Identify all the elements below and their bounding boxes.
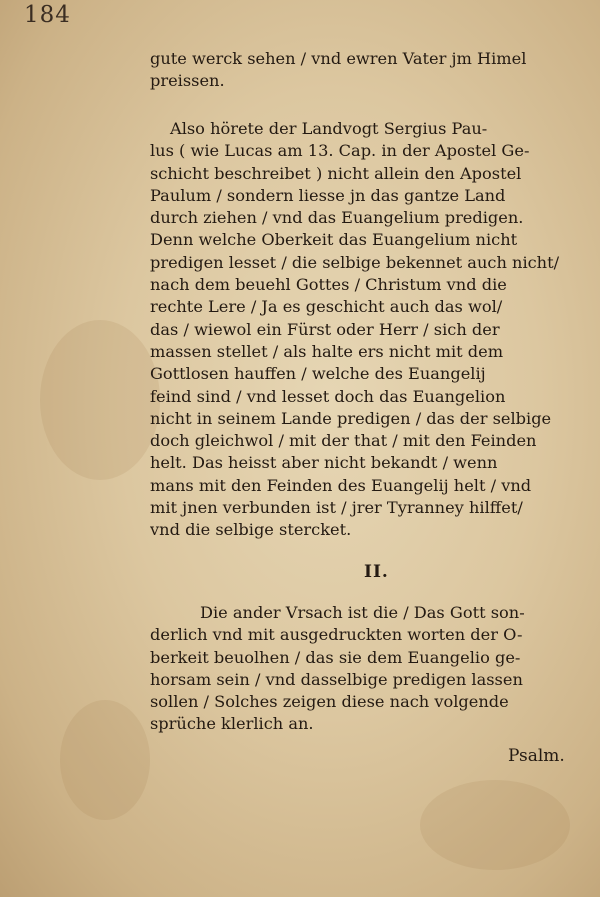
text-line: sprüche klerlich an.: [150, 714, 314, 734]
text-line: nach dem beuehl Gottes / Christum vnd die: [150, 275, 507, 295]
text-line: predigen lesset / die selbige bekennet auch nicht/: [150, 252, 560, 272]
text-line: schicht beschreibet ) nicht allein den Apostel: [150, 163, 522, 183]
text-line: gute werck sehen / vnd ewren Vater jm Himel: [150, 49, 527, 68]
page-number: 184: [24, 2, 71, 28]
text-line: durch ziehen / vnd das Euangelium predigen.: [150, 208, 524, 228]
catchword: Psalm.: [508, 746, 565, 766]
text-line: Die ander Vrsach ist die / Das Gott son-: [200, 603, 525, 622]
paragraph-sergius: [150, 118, 590, 542]
text-line: mit jnen verbunden ist / jrer Tyranney hilffet/: [150, 498, 523, 518]
text-line: Paulum / sondern liesse jn das gantze Land: [150, 185, 506, 205]
text-line: vnd die selbige stercket.: [150, 520, 352, 540]
text-line: feind sind / vnd lesset doch das Euangelion: [150, 386, 506, 406]
text-line: Gottlosen hauffen / welche des Euangelij: [150, 364, 486, 384]
text-line: mans mit den Feinden des Euangelij helt / vnd: [150, 475, 532, 495]
section-heading: II.: [364, 562, 389, 582]
text-line: massen stellet / als halte ers nicht mit dem: [150, 341, 504, 361]
text-line: Also hörete der Landvogt Sergius Pau-: [170, 119, 488, 138]
text-line: helt. Das heisst aber nicht bekandt / wenn: [150, 453, 498, 473]
text-line: derlich vnd mit ausgedruckten worten der O-: [150, 625, 523, 645]
paper-stain: [40, 320, 160, 480]
paper-stain: [420, 780, 570, 870]
text-line: doch gleichwol / mit der that / mit den Feinden: [150, 431, 537, 451]
text-line: horsam sein / vnd dasselbige predigen lassen: [150, 669, 523, 689]
paragraph-second-cause: [150, 602, 590, 736]
text-line: Denn welche Oberkeit das Euangelium nicht: [150, 230, 518, 250]
text-line: berkeit beuolhen / das sie dem Euangelio ge-: [150, 647, 521, 667]
text-line: sollen / Solches zeigen diese nach volgende: [150, 692, 509, 712]
paragraph-continuation: [150, 48, 590, 93]
text-line: lus ( wie Lucas am 13. Cap. in der Apostel Ge-: [150, 141, 530, 161]
text-line: das / wiewol ein Fürst oder Herr / sich der: [150, 319, 500, 339]
text-line: preissen.: [150, 71, 225, 91]
paper-stain: [60, 700, 150, 820]
text-line: nicht in seinem Lande predigen / das der selbige: [150, 408, 552, 428]
text-line: rechte Lere / Ja es geschicht auch das wol/: [150, 297, 503, 317]
